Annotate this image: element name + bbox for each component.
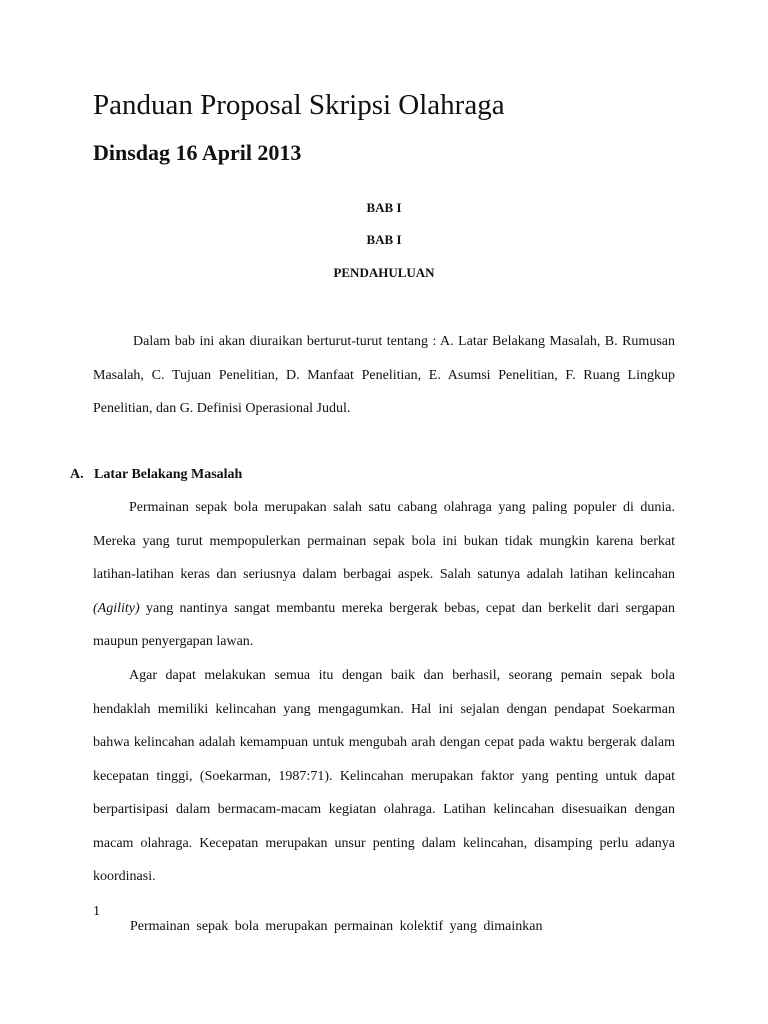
- section-a-heading: [70, 466, 242, 484]
- section-a-letter: A.: [70, 467, 84, 482]
- chapter-label-repeat: BAB I: [366, 232, 402, 247]
- paragraph-1-text: Permainan sepak bola merupakan salah satu cabang olahraga yang paling populer di dunia. Mereka yang turut mempopulerkan permainan sepak bola ini bukan tidak mungkin karena berkat latihan-latihan keras dan seriusnya dalam berbagai aspek. Salah satunya adalah latihan kelincahan: [93, 500, 675, 582]
- continuation-line: Permainan sepak bola merupakan permainan kolektif yang dimainkan: [130, 919, 543, 934]
- page-number: 1: [93, 904, 100, 919]
- chapter-label: BAB I: [366, 200, 402, 215]
- document-title: Panduan Proposal Skripsi Olahraga: [93, 89, 505, 121]
- agility-term: (Agility): [93, 600, 140, 616]
- section-a-title: Latar Belakang Masalah: [94, 467, 243, 482]
- intro-paragraph: Dalam bab ini akan diuraikan berturut-turut tentang : A. Latar Belakang Masalah, B. Rumusan Masalah, C. Tujuan Penelitian, D. Manfaat Penelitian, E. Asumsi Penelitian, F. Ruang Lingkup Penelitian, dan G. Definisi Operasional Judul.: [93, 334, 675, 416]
- chapter-title: PENDAHULUAN: [333, 265, 435, 280]
- section-a-paragraph-2: Agar dapat melakukan semua itu dengan baik dan berhasil, seorang pemain sepak bola hendaklah memiliki kelincahan yang mengagumkan. Hal ini sejalan dengan pendapat Soekarman bahwa kelincahan adalah kemampuan untuk mengubah arah dengan cepat pada waktu bergerak dalam kecepatan tinggi, (Soekarman, 1987:71). Kelincahan merupakan faktor yang penting untuk dapat berpartisipasi dalam bermacam-macam kegiatan olahraga. Latihan kelincahan disesuaikan dengan macam olahraga. Kecepatan merupakan unsur penting dalam kelincahan, disamping perlu adanya koordinasi.: [93, 668, 675, 884]
- paragraph-1-text-end: yang nantinya sangat membantu mereka bergerak bebas, cepat dan berkelit dari sergapan maupun penyergapan lawan.: [93, 600, 675, 649]
- document-date: Dinsdag 16 April 2013: [93, 140, 302, 165]
- section-a-paragraph-1: [93, 491, 675, 659]
